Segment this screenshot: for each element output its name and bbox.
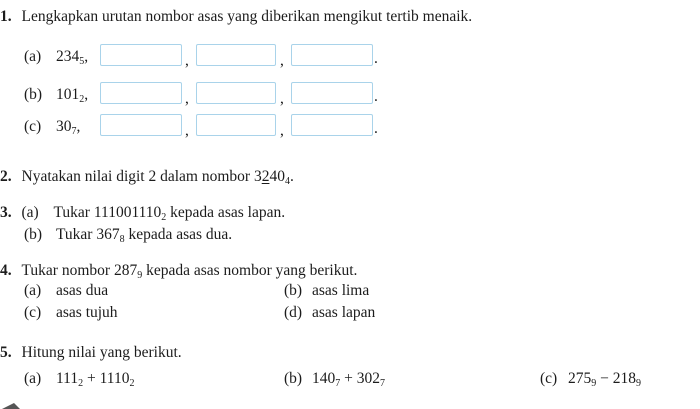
question-4 [0,262,357,280]
q1-row-b: (b) $101_2$, [24,86,89,105]
question-number: 1. [0,8,12,25]
answer-box[interactable] [100,44,182,66]
given-number: $30_7$ [56,118,77,137]
part-text: Tukar $111001110_2$ kepada asas lapan. [53,204,286,223]
question-3b [24,226,232,244]
question-number: 2. [0,168,12,185]
question-5 [0,344,182,362]
full-stop: . [374,120,378,137]
underlined-digit: 2 [261,168,270,185]
comma: , [280,90,284,107]
q5-part-c: (c) $275_9 - 218_9$ [540,370,641,389]
answer-box[interactable] [291,114,373,136]
question-number: 3. [0,204,12,221]
question-text: Lengkapkan urutan nombor asas yang diberikan mengikut tertib menaik. [21,8,473,25]
answer-box[interactable] [100,114,182,136]
row-label: (c) [24,118,42,135]
full-stop: . [374,88,378,105]
comma: , [185,52,189,69]
question-text: Nyatakan nilai digit 2 dalam nombor $3240_4$. [21,168,294,187]
q5-part-b: (b) $140_7 + 302_7$ [284,370,385,389]
answer-box[interactable] [196,82,276,104]
comma: , [280,122,284,139]
cropped-mark [0,400,40,409]
answer-box[interactable] [196,114,276,136]
given-number: $234_5$ [56,48,85,67]
q1-row-c: (c) $30_7$, [24,118,81,137]
comma: , [280,52,284,69]
question-2 [0,168,294,186]
question-number: 5. [0,344,12,361]
part-label: (a) [21,204,39,221]
question-number: 4. [0,262,12,279]
question-text: Hitung nilai yang berikut. [21,344,182,361]
answer-box[interactable] [291,44,373,66]
answer-box[interactable] [291,82,373,104]
option-c: (c) asas tujuh [24,304,118,321]
part-label: (b) [24,226,43,243]
comma: , [185,90,189,107]
question-text: Tukar nombor $287_9$ kepada asas nombor yang berikut. [21,262,358,281]
row-label: (b) [24,86,43,103]
question-3a [0,204,285,222]
q1-row-a: (a) $234_5$, [24,48,89,67]
given-number: $101_2$ [56,86,85,105]
part-text: Tukar $367_8$ kepada asas dua. [56,226,233,245]
row-label: (a) [24,48,42,65]
answer-box[interactable] [196,44,276,66]
answer-box[interactable] [100,82,182,104]
option-d: (d) asas lapan [284,304,376,321]
q5-part-a: (a) $111_2 + 1110_2$ [24,370,135,389]
question-1 [0,8,472,26]
option-b: (b) asas lima [284,282,370,299]
full-stop: . [374,50,378,67]
comma: , [185,122,189,139]
option-a: (a) asas dua [24,282,109,299]
